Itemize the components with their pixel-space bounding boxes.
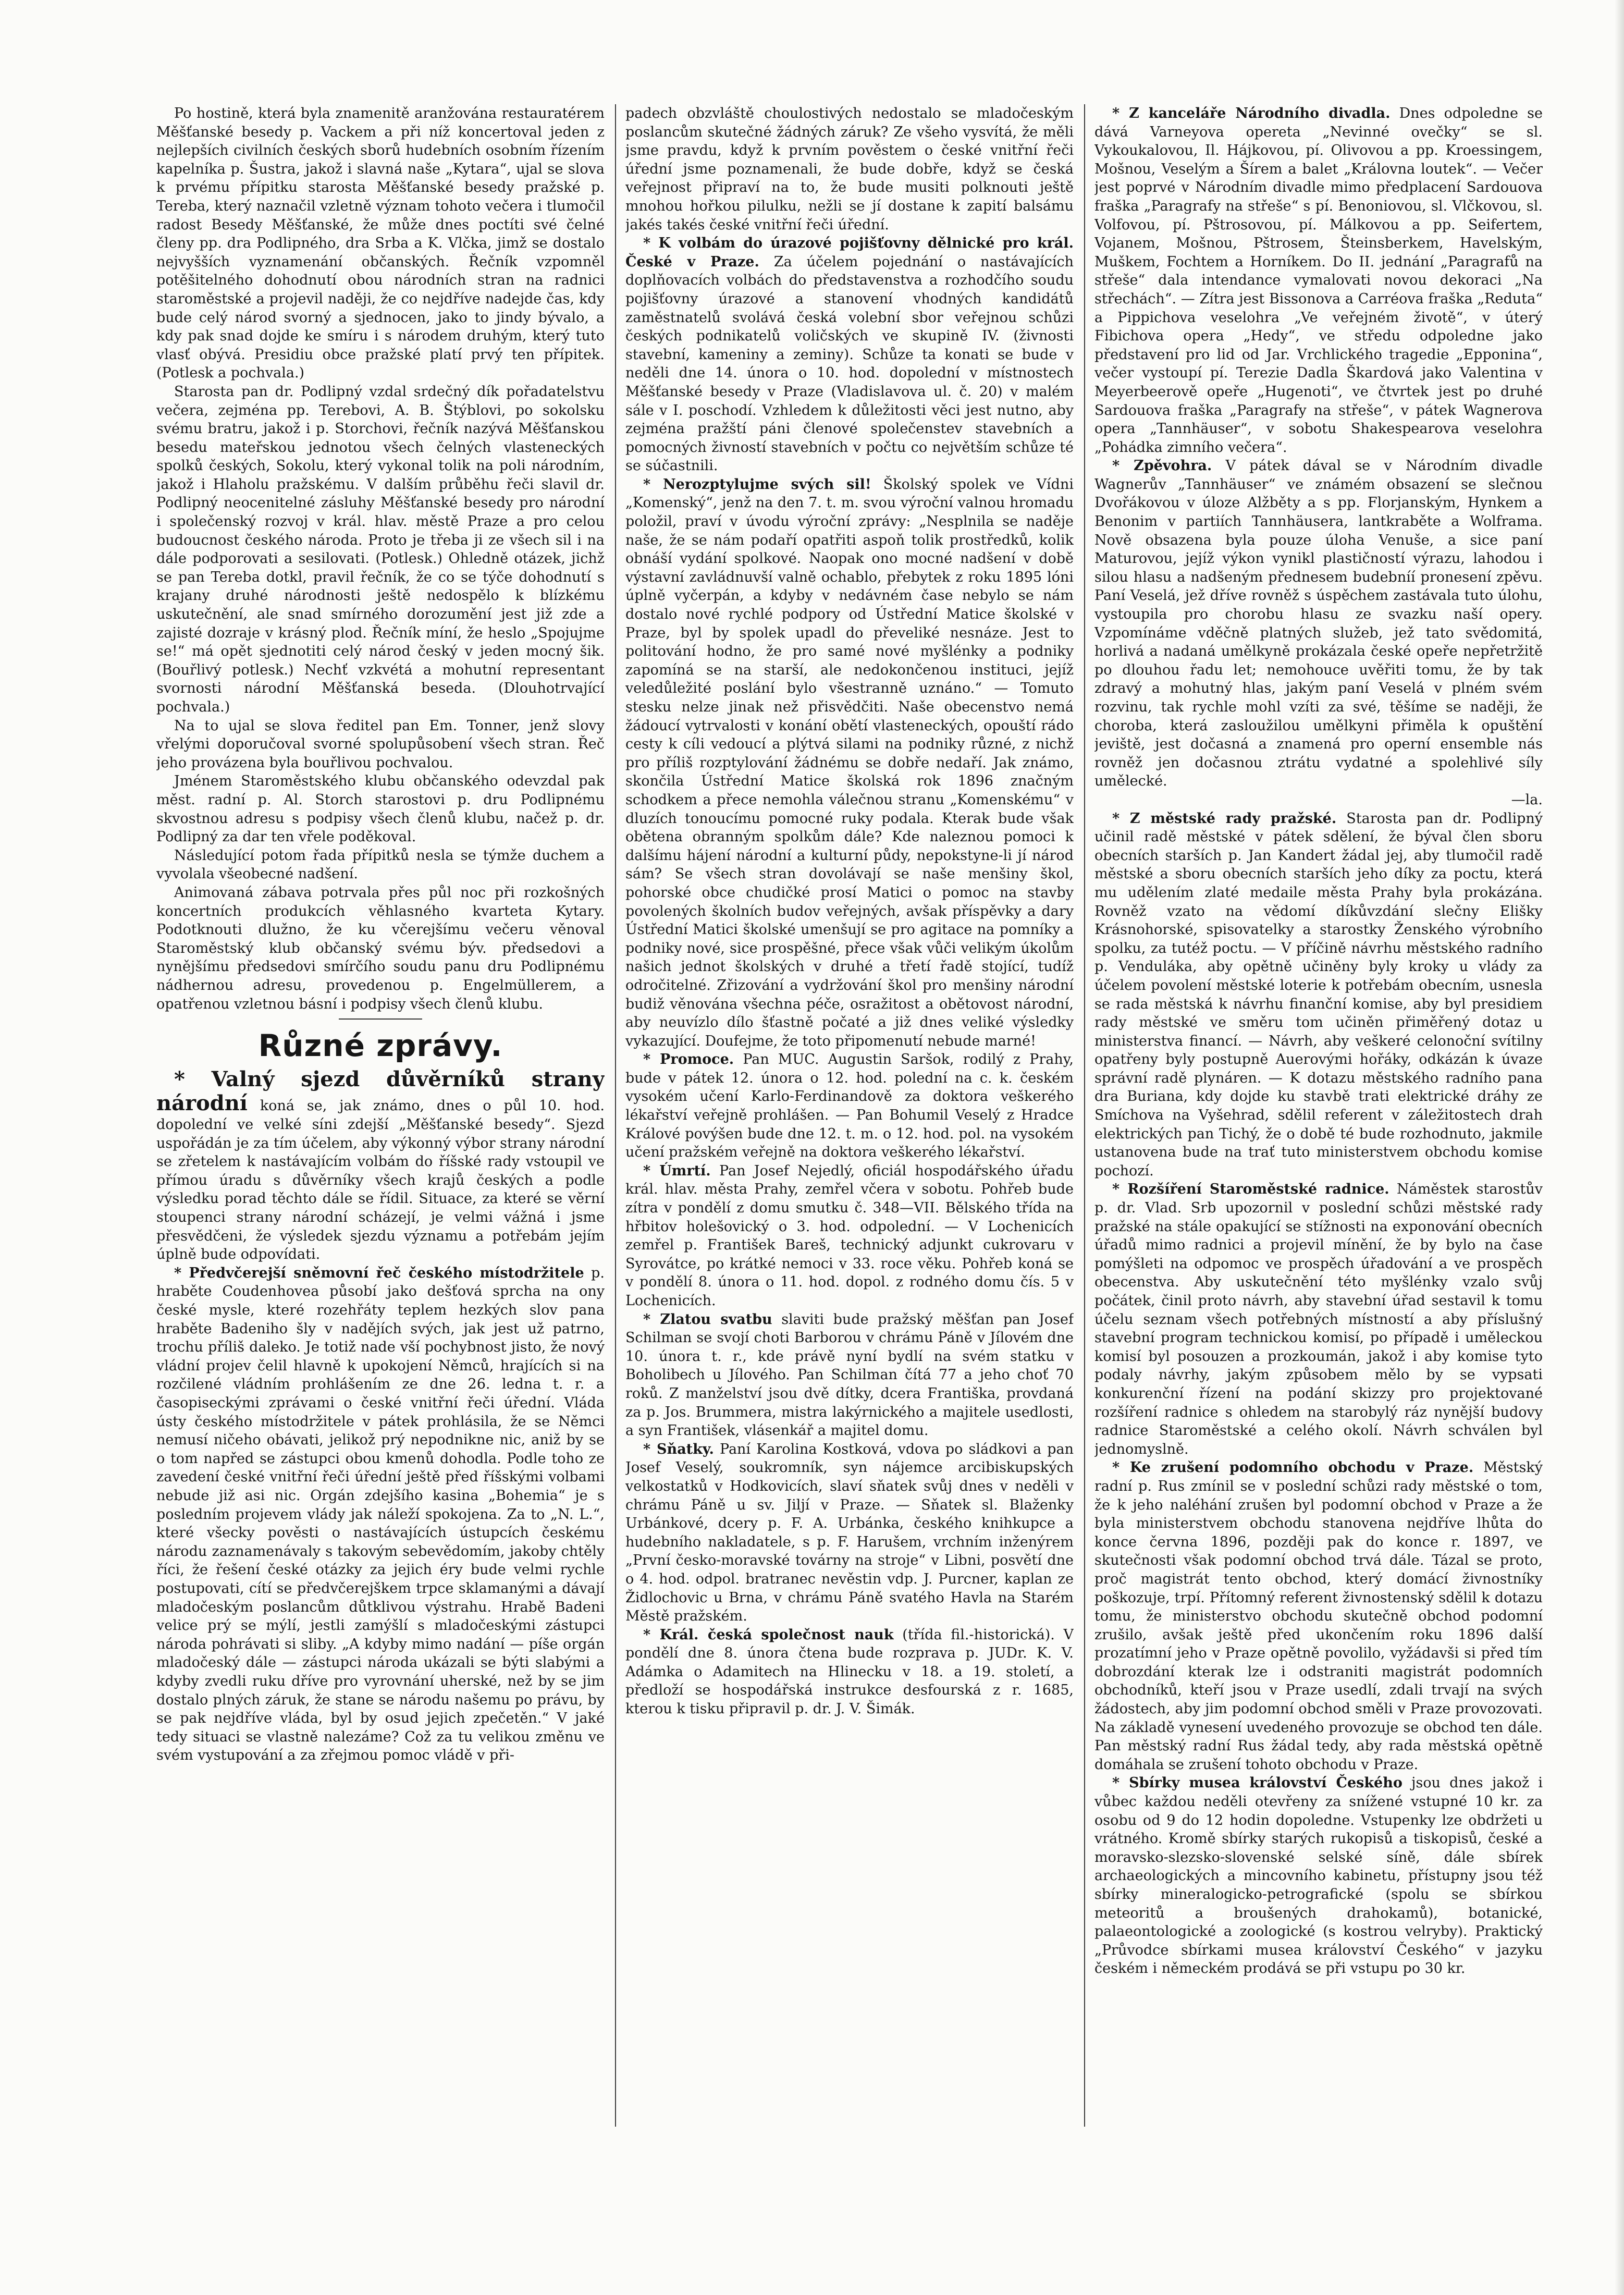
news-item-text: Náměstek starostův p. dr. Vlad. Srb upozornil v poslední schůzi městské rady pražské na stále opakující se stížnosti na exponování obecních úřadů mimo radnici a projevil mínění, že by bylo na čase pomýšleti na odpomoc ve prospěch úřadování a ve prospěch obecenstva. Aby uskutečnění této myšlénky vzalo svůj počátek, činil proto návrh, aby stavební úřad sestavil k tomu účelu seznam všech potřebných místností a aby příslušný stavební program technickou komisí, po případě i uměleckou komisí byl posouzen a prozkoumán, jakož i aby komise tyto podaly návrhy, jakým způsobem mělo by se vypsati konkurenční řízení na podání skizzy pro projektované rozšíření radnice s ohledem na starobylý ráz nynější budovy radnice Staroměstské a celého okolí. Návrh schválen byl jednomyslně.	[1094, 1181, 1543, 1457]
news-item	[1094, 457, 1543, 791]
page-edge-shadow	[1615, 0, 1624, 2295]
divider	[339, 1018, 422, 1020]
news-item-text: Za účelem pojednání o nastávajících doplňovacích volbách do představenstva a rozhodčího soudu pojišťovny úrazové a stanovení vhodných kandidátů zaměstnatelů svolává česká volební sbor veřejnou schůzi českých podnikatelů voličských ve skupině IV. (živnosti stavební, kameniny a zeminy). Schůze ta konati se bude v neděli dne 14. února o 10. hod. dopolední v místnostech Měšťanské besedy v Praze (Vladislavova ul. č. 20) v malém sále v I. poschodí. Vzhledem k důležitosti věci jest nutno, aby zejména pražští páni členové společenstev stavebních a pomocných živností stavebních v počtu co největším schůze té se súčastnili.	[625, 253, 1074, 474]
news-item	[1094, 1180, 1543, 1458]
paragraph: Animovaná zábava potrvala přes půl noc při rozkošných koncertních produkcích věhlasného kvarteta Kytary. Podotknouti dlužno, že ku včerejšímu večeru věnoval Staroměstský klub občanský svému býv. předsedovi a nynějšímu předsedovi smírčího soudu panu dru Podlipnému nádhernou adresu, provedenou p. Engelmüllerem, a opatřenou vzletnou básní i podpisy všech členů klubu.	[156, 884, 605, 1012]
news-item-lead: * Zpěvohra.	[1112, 458, 1212, 474]
news-item-lead: * Z městské rady pražské.	[1112, 810, 1337, 827]
paragraph: Starosta pan dr. Podlipný vzdal srdečný dík pořadatelstvu večera, zejména pp. Terebovi, A. B. Štýblovi, po sokolsku svému bratru, jakož i p. Storchovi, řečník nazývá Měšťanskou besedu mateřskou jednotou všech čelných vlasteneckých spolků českých, Sokolu, který vykonal tolik na poli národním, jakož i Hlaholu pražskému. V dalším průběhu řeči slavil dr. Podlipný neocenitelné zásluhy Měšťanské besedy pro národní i společenský rozvoj v král. hlav. městě Praze a pro celou budoucnost českého národa. Proto je třeba ji ze všech sil i na dále podporovati a sesilovati. (Potlesk.) Ohledně otázek, jichž se pan Tereba dotkl, pravil řečník, že co se týče dohodnutí s krajany druhé národnosti ještě nedospělo k blízkému uskutečnění, ale snad smírného dorozumění jest již zde a zajisté dozraje v krásný plod. Řečník míní, že heslo „Spojujme se!“ má opět sjednotiti celý národ český v jeden mocný šik. (Bouřlivý potlesk.) Nechť vzkvétá a mohutní representant svornosti národní Měšťanská beseda. (Dlouhotrvající pochvala.)	[156, 383, 605, 715]
column-right	[1094, 104, 1543, 2137]
news-item	[1094, 104, 1543, 457]
newspaper-page	[156, 104, 1574, 2137]
news-item	[1094, 809, 1543, 1181]
news-item	[625, 475, 1074, 1050]
news-item-lead: * Zlatou svatbu	[643, 1311, 772, 1328]
news-item	[1094, 1458, 1543, 1774]
news-item-text: p. hraběte Coudenhovea působí jako dešťová sprcha na ony české mysle, které rozehřáty teplem hezkých slov pana hraběte Badeniho šly v nadějích svých, jak jest už patrno, trochu příliš daleko. Je totiž nade vší pochybnost jisto, že nový vládní projev čelil hlavně k upokojení Němců, hrajících si na rozčilené vládním prohlášením ze dne 26. ledna t. r. a časopiseckými zprávami o české vnitřní řeči úřední. Vláda ústy českého místodržitele v pátek prohlásila, že se Němci nemusí ničeho obávati, jelikož prý nepodnikne nic, aniž by se o tom napřed se zástupci obou kmenů dohodla. Podle toho ze zavedení české vnitřní řeči úřední ještě před říšskými volbami nebude již asi nic. Orgán zdejšího kasina „Bohemia“ je s posledním projevem vlády jak náleží spokojena. Za to „N. L.“, které všecky pověsti o nastávajících ústupcích českému národu zaznamenávaly s takovým sebevědomím, jakoby chtěly říci, že řešení české otázky za jejich éry bude velmi rychle postupovati, cítí se předvčerejškem trpce sklamanými a dávají mladočeským poslancům důtklivou výstrahu. Hrabě Badeni velice prý se mýlí, jestli zamýšlí s mladočeskými zástupci národa pohrávati si sliby. „A kdyby mimo nadání — píše orgán mladočeský dále — zástupci národa ukázali se býti slabými a kdyby zvedli ruku dříve pro vyrovnání uherské, než by se jim dostalo plných záruk, že stane se národu našemu po právu, by se pak nejdříve vláda, byl by osud jejich zpečetěn.“ V jaké tedy situaci se vlastně nalezáme? Což za tu velikou změnu ve svém vystupování a za zřejmou pomoc vládě v při-	[156, 1265, 605, 1764]
paragraph: Po hostině, která byla znamenitě aranžována restauratérem Měšťanské besedy p. Vackem a při níž koncertoval jeden z nejlepších civilních českých sborů hudebních osobním řízením kapelníka p. Šustra, jakož i slavná naše „Kytara“, ujal se slova k prvému přípitku starosta Měšťanské besedy pražské p. Tereba, který naznačil vzletně význam tohoto večera i tlumočil radost Besedy Měšťanské, že může dnes poctíti své čelné členy pp. dra Podlipného, dra Srba a K. Vlčka, jimž se dostalo nejvyšších vyznamenání občanských. Řečník vzpomněl potěšitelného dohodnutí obou národních stran na radnici staroměstské a projevil naději, že co nejdříve nadejde čas, kdy bude celý národ svorný a sjednocen, jako to jindy bývalo, a kdy pak snad dojde ke smíru i s národem druhým, který tuto vlasť obývá. Presidiu obce pražské platí prvý ten přípitek. (Potlesk a pochvala.)	[156, 105, 605, 382]
news-item-text: Pan MUC. Augustin Saršok, rodilý z Prahy, bude v pátek 12. února o 12. hod. polední na c. k. českém vysokém učení Karlo-Ferdinandově za doktora veškerého lékařství veřejně prohlášen. — Pan Bohumil Veselý z Hradce Králové povýšen bude dne 12. t. m. o 12. hod. pol. na vysokém učení pražském veřejně na doktora veškerého lékařství.	[625, 1051, 1074, 1161]
news-item	[625, 1440, 1074, 1626]
paragraph: Na to ujal se slova ředitel pan Em. Tonner, jenž slovy vřelými doporučoval svorné spolupůsobení všech stran. Řeč jeho provázena byla bouřlivou pochvalou.	[156, 717, 605, 771]
news-item-lead: * Úmrtí.	[643, 1162, 711, 1179]
news-item-text: (třída fil.-historická). V pondělí dne 8. února čtena bude rozprava p. JUDr. K. V. Adámka o Adamitech na Hlinecku v 18. a 19. století, a předloží se hospodářská instrukce desfourská z r. 1685, kterou k tisku připravil p. dr. J. V. Šimák.	[625, 1626, 1074, 1717]
column-middle	[625, 104, 1074, 2137]
news-item-text: Dnes odpoledne se dává Varneyova opereta „Nevinné ovečky“ se sl. Vykoukalovou, Il. Hájkovou, pí. Olivovou a pp. Kroessingem, Mošnou, Veselým a Šírem a balet „Královna loutek“. — Večer jest poprvé v Národním divadle mimo předplacení Sardouova fraška „Paragrafy na střeše“ s pí. Benoniovou, sl. Vlčkovou, sl. Volfovou, pí. Pštrosovou, pí. Málkovou a pp. Seifertem, Vojanem, Mošnou, Pštrosem, Šteinsberkem, Havelským, Muškem, Fochtem a Horníkem. Do II. jednání „Paragrafů na střeše“ dala intendance vymalovati novou dekoraci „Na střechách“. — Zítra jest Bissonova a Carréova fraška „Reduta“ a Pippichova veselohra „Ve veřejném životě“, v úterý Fibichova opera „Hedy“, ve středu odpoledne jako představení pro lid od Jar. Vrchlického tragedie „Epponina“, večer vystoupí pí. Terezie Dadla Škardová jako Valentina v Meyerbeerově opeře „Hugenoti“, ve čtvrtek jest po druhé Sardouova fraška „Paragrafy na střeše“, v pátek Wagnerova opera „Tannhäuser“, v sobotu Shakespearova veselohra „Pohádka zimního večera“.	[1094, 105, 1543, 456]
paragraph: padech obzvláště choulostivých nedostalo se mladočeským poslancům skutečné žádných záruk? Ze všeho vysvítá, že měli jsme pravdu, když k prvním pověstem o české vnitřní řeči úřední jsme poznamenali, že bude dobře, když se česká veřejnost připraví na to, že bude musiti polknouti ještě mnohou hořkou pilulku, nežli se jí dostane k zapití balsámu jakés takés české vnitřní řeči úřední.	[625, 105, 1074, 233]
news-item-lead: * Král. česká společnost nauk	[643, 1626, 894, 1643]
news-item-text: Paní Karolina Kostková, vdova po sládkovi a pan Josef Veselý, soukromník, syn nájemce arcibiskupských velkostatků v Hodkovicích, slaví sňatek svůj dnes v neděli v chrámu Páně u sv. Jiljí v Praze. — Sňatek sl. Blaženky Urbánkové, dcery p. F. A. Urbánka, českého knihkupce a hudebního nakladatele, s p. F. Harušem, vrchním inženýrem „První česko-moravské továrny na stroje“ v Libni, posvětí dne o 4. hod. odpol. bratranec nevěstin vdp. J. Purcner, kaplan ze Židlochovic u Brna, v chrámu Páně svatého Havla na Starém Městě pražském.	[625, 1441, 1074, 1625]
news-item-text: jsou dnes jakož i vůbec každou neděli otevřeny za snížené vstupné 10 kr. za osobu od 9 do 12 hodin dopoledne. Vstupenky lze obdržeti u vrátného. Kromě sbírky starých rukopisů a tiskopisů, české a moravsko-slezsko-slovenské selské síně, dále sbírek archaeologických a mincovního kabinetu, přístupny jsou též sbírky mineralogicko-petrografické (spolu se sbírkou meteoritů a broušených drahokamů), botanické, palaeontologické a zoologické (s kostrou velryby). Praktický „Průvodce sbírkami musea království Českého“ v jazyku českém i německém prodává se při vstupu po 30 kr.	[1094, 1775, 1543, 1977]
signature: —la.	[1511, 791, 1543, 808]
news-item-lead: * Valný sjezd důvěrníků strany národní	[156, 1067, 605, 1116]
news-item	[625, 1162, 1074, 1310]
news-item	[156, 1067, 605, 1264]
column-left	[156, 104, 605, 2137]
news-item	[1094, 1774, 1543, 1978]
column-rule	[1084, 104, 1085, 2127]
news-item-lead: * Z kanceláře Národního divadla.	[1112, 105, 1391, 121]
news-item-lead: * Nerozptylujme svých sil!	[643, 476, 871, 493]
news-item	[625, 1050, 1074, 1162]
section-heading: Různé zprávy.	[258, 1028, 503, 1064]
news-item-lead: * Ke zrušení podomního obchodu v Praze.	[1112, 1459, 1474, 1476]
news-item-text: Pan Josef Nejedlý, oficiál hospodářského úřadu král. hlav. města Prahy, zemřel včera v sobotu. Pohřeb bude zítra v pondělí z domu smutku č. 348—VII. Bělského třída na hřbitov holešovický o 3. hod. odpolední. — V Lochenicích zemřel p. František Bareš, technický adjunkt cukrovaru v Syrovátce, po krátké nemoci v 33. roce věku. Pohřeb koná se v pondělí 8. února o 11. hod. dopol. z rodného domu čís. 5 v Lochenicích.	[625, 1162, 1074, 1309]
news-item	[625, 234, 1074, 475]
paragraph: Jménem Staroměstského klubu občanského odevzdal pak měst. radní p. Al. Storch starostovi p. dru Podlipnému skvostnou adresu s podpisy všech členů klubu, načež p. dr. Podlipný za dar ten vřele poděkoval.	[156, 773, 605, 845]
news-item-lead: * Promoce.	[643, 1051, 734, 1068]
news-item	[625, 1310, 1074, 1440]
news-item-text: Starosta pan dr. Podlipný učinil radě městské v pátek sdělení, že býval člen sboru obecních starších p. Jan Kandert žádal jej, aby tlumočil radě městské a sboru obecních starších jeho díky za poctu, která mu udělením zlaté medaile města Prahy byla prokázána. Rovněž vzato na vědomí díkůvzdání slečny Elišky Krásnohorské, spisovatelky a starostky Ženského výrobního spolku, za tutéž poctu. — V příčině návrhu městského radního p. Venduláka, aby opětně učiněny byly kroky u vlády za účelem povolení městské loterie k potřebám obecním, usnesla se rada městská k návrhu finanční komise, aby byl presidiem rady městské ve směru tom učiněn přiměřený dotaz u ministerstva financí. — Návrh, aby veškeré celonoční svítilny opatřeny byly postupně Auerovými hořáky, odkázán k úvaze správní radě plynáren. — K dotazu městského radního pana dra Buriana, kdy dojde ku stavbě trati elektrické dráhy ze Smíchova na Vyšehrad, sdělil referent v záležitostech drah elektrických pan Tichý, že o době té bude rozhodnuto, jakmile ustanovena bude na trať tuto ministerstvem obchodu komise pochozí.	[1094, 810, 1543, 1179]
news-item-text: Školský spolek ve Vídni „Komenský“, jenž na den 7. t. m. svou výroční valnou hromadu položil, praví v úvodu výroční zprávy: „Nesplnila se naděje naše, že se nám podaří opatřiti aspoň tolik prostředků, kolik obnáší vydání spolkové. Naopak ono mocné nadšení v době výstavní zavládnuvší valně ochablo, přebytek z roku 1895 lóni úplně vyčerpán, a kdyby v nedávném čase nebylo se nám dostalo nové rychlé podpory od Ústřední Matice školské v Praze, byl by spolek upadl do převeliké nesnáze. Jest to politování hodno, že pro samé nové myšlénky a podniky zapomíná se na starší, ale nedokončenou instituci, jejíž veledůležité poslání bylo všestranně uznáno.“ — Tomuto stesku nelze jinak než přisvědčiti. Naše obecenstvo nemá žádoucí vytrvalosti v konání obětí vlasteneckých, opouští rádo cesty k cíli vedoucí a plýtvá silami na podniky různé, z nichž pro příliš rozptylování žádnému se dobře nedaří. Jak známo, skončila Ústřední Matice školská rok 1896 značným schodkem a přece nemohla válečnou stranu „Komenskému“ v dluzích tonoucímu pomocné ruky podala. Kterak bude však obětena obranným spolkům dále? Kde naleznou pomoci k dalšímu hájení národní a kulturní půdy, nepokstyne-li jí národ sám? Se všech stran dovolávají se naše menšiny škol, pohorské obce chudičké prosí Matici o pomoc na stavby povolených školních budov veřejných, avšak příspěvky a dary Ústřední Matici školské umenšují se pro agitace na pomníky a podniky nové, sice prospěšné, přece však vůči velikým úkolům našich jednot školských v druhé a třetí řadě stojící, tudíž odročitelné. Zřizování a vydržování škol pro menšiny národní budiž věnována všechna péče, osražitost a obětovost národní, aby neuvízlo dílo šťastně počaté a již dnes veliké výsledky vykazující. Doufejme, že toto připomenutí nebude marné!	[625, 476, 1074, 1049]
news-item	[156, 1264, 605, 1765]
news-item-text: koná se, jak známo, dnes o půl 10. hod. dopolední ve velké síni zdejší „Měšťanské besedy“. Sjezd uspořádán je za tím účelem, aby výkonný výbor strany národní se zřetelem k nastávajícím volbám do říšské rady vstoupil ve přímou úradu s důvěrníky všech krajů českých a podle výsledku porad těchto dále se řídil. Situace, za které se věrní stoupenci strany národní scházejí, je velmi vážná i jsme přesvědčeni, že výsledek sjezdu významu a potřebám jejím úplně bude odpovídati.	[156, 1098, 605, 1263]
news-item	[625, 1626, 1074, 1719]
news-item-lead: * K volbám do úrazové pojišťovny dělnické pro král. České v Praze.	[625, 235, 1074, 270]
column-rule	[615, 104, 616, 2127]
news-item-lead: * Rozšíření Staroměstské radnice.	[1112, 1181, 1389, 1198]
news-item-lead: * Sňatky.	[643, 1441, 714, 1457]
paragraph: Následující potom řada přípitků nesla se týmže duchem a vyvolala všeobecné nadšení.	[156, 847, 605, 882]
news-item-text: slaviti bude pražský měšťan pan Josef Schilman se svojí choti Barborou v chrámu Páně v Jílovém dne 10. února t. r., kde právě nyní bydlí na svém statku v Boholibech u Jílového. Pan Schilman čítá 77 a jeho choť 70 roků. Z manželství jsou dvě dítky, dcera Františka, provdaná za p. Jos. Brummera, mistra lakýrnického a majitele usedlosti, a syn František, vlásenkář a majitel domu.	[625, 1311, 1074, 1439]
news-item-text: V pátek dával se v Národním divadle Wagnerův „Tannhäuser“ ve známém obsazení se slečnou Dvořákovou v úloze Alžběty a s pp. Florjanským, Hynkem a Benonim v partiích Tannhäusera, lantkraběte a Wolframa. Nově obsazena byla pouze úloha Venuše, a sice paní Maturovou, jejíž výkon vynikl plastičností výrazu, lahodou i silou hlasu a nadšeným přednesem budebníí pronesení zpěvu. Paní Veselá, jež dříve rovněž s úspěchem zastávala tuto úlohu, vystoupila pro chorobu hlasu ze svazku naší opery. Vzpomínáme vděčně platných služeb, jež tato svědomitá, horlivá a nadaná umělkyně prokázala české opeře nepřetržitě po dlouhou řadu let; nemohouce uvěřiti tomu, že by tak zdravý a mohutný hlas, jakým paní Veselá v plném svém rozvinu, tak rychle mohl vzíti za své, těšíme se naději, že choroba, která zasloužilou umělkyni přiměla k opuštění jeviště, jest dočasná a znamená pro operní ensemble nás rovněž jen dočasnou ztrátu vydatné a spolehlivé síly umělecké.	[1094, 458, 1543, 790]
news-item-lead: * Sbírky musea království Českého	[1112, 1775, 1402, 1791]
news-item-text: Městský radní p. Rus zmínil se v poslední schůzi rady městské o tom, že k jeho naléhání zrušen byl podomní obchod v Praze a že byla ministerstvem obchodu stanovena nejdříve lhůta do konce června 1896, později pak do konce r. 1897, ve skutečnosti však podomní obchod trvá dále. Tázal se proto, proč magistrát tento obchod, který domácí živnostníky poškozuje, trpí. Přítomný referent živnostenský sdělil k dotazu tomu, že ministerstvo obchodu skutečně obchod podomní zrušilo, avšak ještě před ukončením roku 1896 další prozatímní jeho v Praze opětně povolilo, vyžádavši si před tím dobrozdání kterak lze i odstraniti magistrát podomních obchodníků, kteří jsou v Praze usedlí, zdali trvají na svých žádostech, aby jim podomní obchod směli v Praze provozovati. Na základě vynesení uvedeného provozuje se obchod ten dále. Pan městský radní Rus žádal tedy, aby rada městská opětně domáhala se zrušení tohoto obchodu v Praze.	[1094, 1459, 1543, 1773]
news-item-lead: * Předvčerejší sněmovní řeč českého místodržitele	[174, 1265, 584, 1281]
